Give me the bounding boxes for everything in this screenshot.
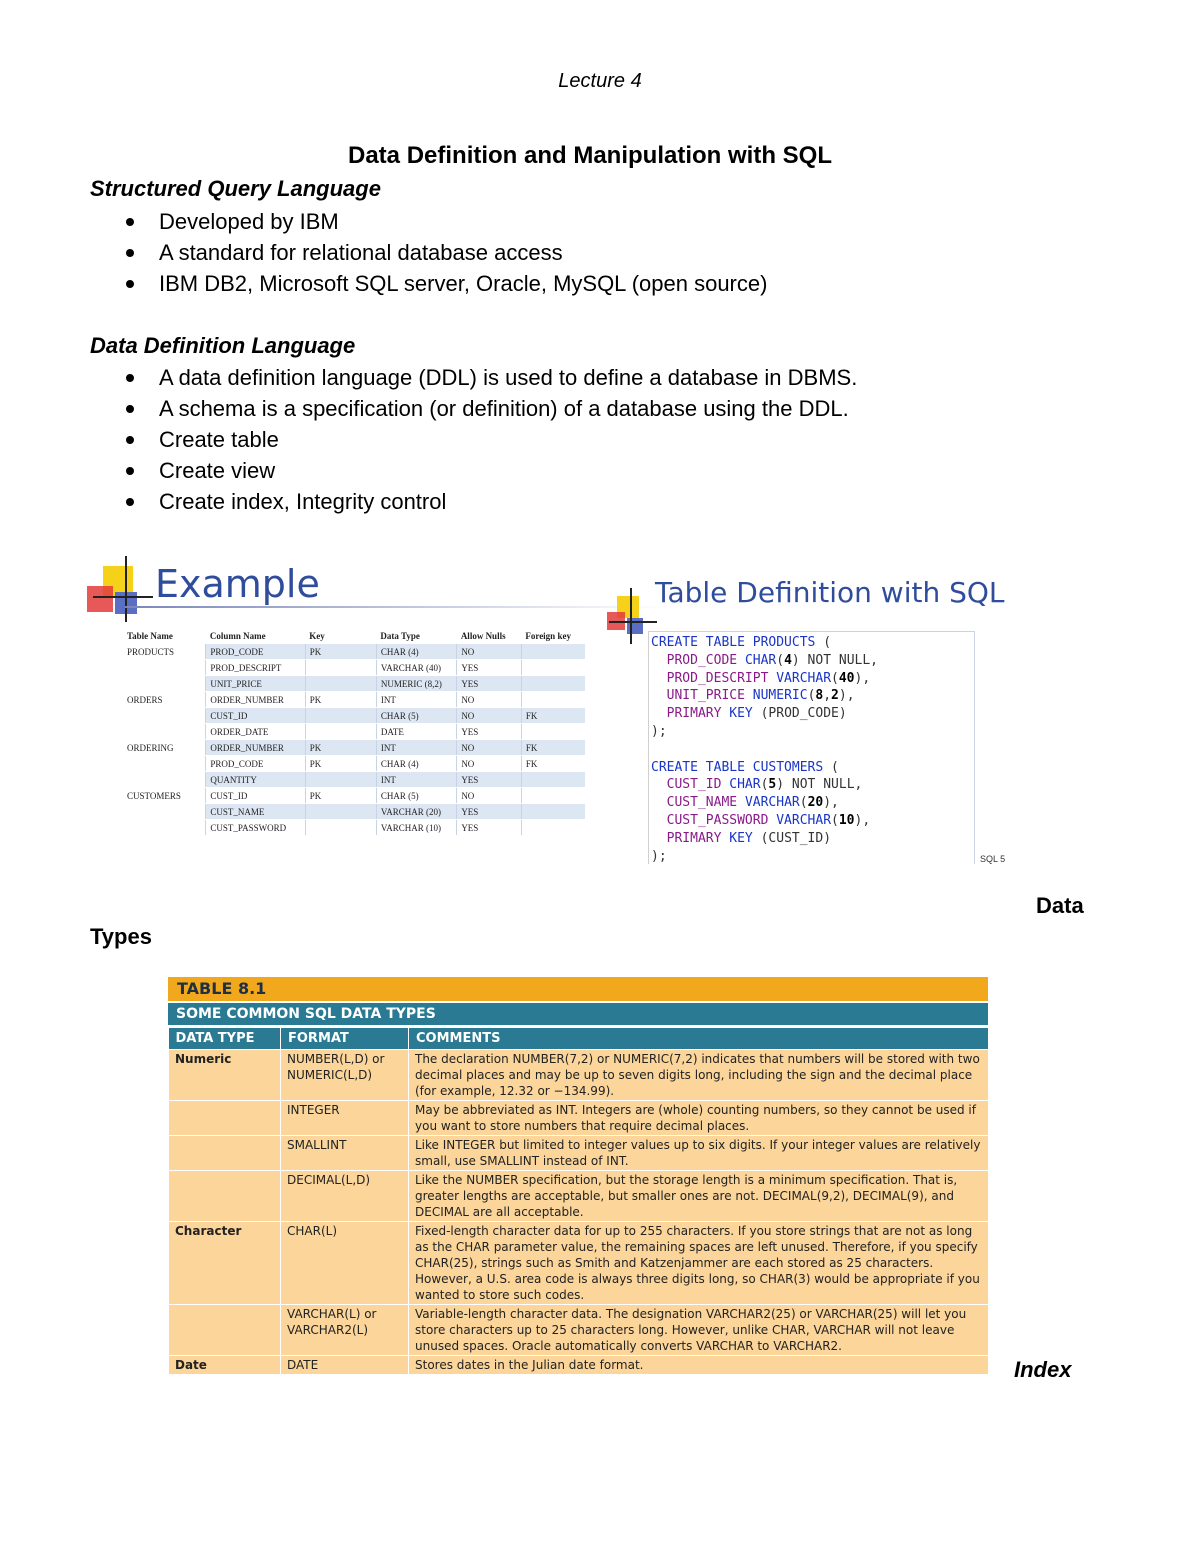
table-cell bbox=[123, 708, 206, 724]
table-cell bbox=[521, 660, 585, 676]
example-slide bbox=[85, 556, 585, 866]
list-item: IBM DB2, Microsoft SQL server, Oracle, MySQL (open source) bbox=[120, 268, 767, 299]
table-row bbox=[123, 660, 585, 676]
sql-section-heading: Structured Query Language bbox=[90, 176, 381, 201]
ddl-bullet-list bbox=[120, 362, 857, 517]
column-header: Column Name bbox=[209, 631, 266, 641]
table-cell: CHAR (4) bbox=[376, 644, 456, 660]
table-cell bbox=[305, 804, 376, 820]
sql-bullet-list bbox=[120, 206, 767, 299]
table-cell bbox=[123, 772, 206, 788]
list-item: A schema is a specification (or definition) of a database using the DDL. bbox=[120, 393, 857, 424]
table-cell bbox=[305, 708, 376, 724]
table-cell bbox=[305, 772, 376, 788]
table-cell: DECIMAL(L,D) bbox=[281, 1171, 409, 1222]
table-cell: PRODUCTS bbox=[123, 644, 206, 660]
data-types-table bbox=[168, 1028, 989, 1375]
table-cell bbox=[123, 724, 206, 740]
table-cell bbox=[305, 820, 376, 836]
table-cell: NO bbox=[457, 756, 522, 772]
table-row bbox=[169, 1222, 989, 1305]
page-header: Lecture 4 bbox=[558, 70, 642, 92]
table-cell: Like INTEGER but limited to integer values up to six digits. If your integer values are relatively small, use SMALLINT instead of INT. bbox=[409, 1136, 989, 1171]
table-cell bbox=[169, 1101, 281, 1136]
column-header: Allow Nulls bbox=[460, 631, 506, 641]
table-row bbox=[169, 1171, 989, 1222]
table-cell: ORDER_DATE bbox=[206, 724, 305, 740]
table-cell: ORDER_NUMBER bbox=[206, 692, 305, 708]
table-cell: NO bbox=[457, 740, 522, 756]
table-row bbox=[123, 804, 585, 820]
table-row bbox=[123, 788, 585, 804]
table-label: TABLE 8.1 bbox=[168, 977, 988, 1001]
table-cell bbox=[521, 820, 585, 836]
table-cell: YES bbox=[457, 820, 522, 836]
table-row bbox=[123, 692, 585, 708]
table-cell: FK bbox=[521, 756, 585, 772]
column-header: COMMENTS bbox=[409, 1028, 989, 1050]
table-cell bbox=[169, 1171, 281, 1222]
slide-decor-line-icon bbox=[609, 621, 657, 623]
table-cell: DATE bbox=[376, 724, 456, 740]
table-cell: PK bbox=[305, 756, 376, 772]
table-cell: PK bbox=[305, 788, 376, 804]
table-cell: Character bbox=[169, 1222, 281, 1305]
table-cell bbox=[123, 820, 206, 836]
table-cell: ORDERING bbox=[123, 740, 206, 756]
table-cell: Fixed-length character data for up to 255 characters. If you store strings that are not as long as the CHAR parameter value, the remaining spaces are left unused. Therefore, if you specify CHAR(25), strings such as Smith and Katzenjammer are each stored as 25 characters. However, a U.S. area code is always three digits long, so CHAR(3) would be appropriate if you wanted to store such codes. bbox=[409, 1222, 989, 1305]
slide-divider bbox=[125, 606, 665, 608]
table-row bbox=[169, 1356, 989, 1375]
table-cell: INTEGER bbox=[281, 1101, 409, 1136]
table-cell: VARCHAR (20) bbox=[376, 804, 456, 820]
table-cell: PK bbox=[305, 644, 376, 660]
table-cell: NO bbox=[457, 788, 522, 804]
index-heading: Index bbox=[1014, 1357, 1072, 1382]
table-cell: May be abbreviated as INT. Integers are (whole) counting numbers, so they cannot be used if you want to store numbers that require decimal places. bbox=[409, 1101, 989, 1136]
table-cell: CHAR(L) bbox=[281, 1222, 409, 1305]
table-cell bbox=[521, 692, 585, 708]
table-cell: VARCHAR (40) bbox=[376, 660, 456, 676]
table-cell: YES bbox=[457, 804, 522, 820]
column-header: Data Type bbox=[380, 631, 420, 641]
column-header: Key bbox=[309, 631, 325, 641]
table-cell: PROD_DESCRIPT bbox=[206, 660, 305, 676]
table-cell: CUST_ID bbox=[206, 788, 305, 804]
table-cell: Variable-length character data. The designation VARCHAR2(25) or VARCHAR(25) will let you store characters up to 25 characters long. However, unlike CHAR, VARCHAR will not leave unused spaces. Oracle automatically converts VARCHAR to VARCHAR2. bbox=[409, 1305, 989, 1356]
table-cell: ORDER_NUMBER bbox=[206, 740, 305, 756]
table-cell: Date bbox=[169, 1356, 281, 1375]
table-cell: NO bbox=[457, 644, 522, 660]
table-cell: DATE bbox=[281, 1356, 409, 1375]
table-row bbox=[169, 1050, 989, 1101]
table-cell: The declaration NUMBER(7,2) or NUMERIC(7,2) indicates that numbers will be stored with two decimal places and may be up to seven digits long, including the sign and the decimal place (for example, 12.32 or −134.99). bbox=[409, 1050, 989, 1101]
table-row bbox=[123, 708, 585, 724]
table-cell: NO bbox=[457, 708, 522, 724]
sql-code-block: CREATE TABLE PRODUCTS ( PROD_CODE CHAR(4) NOT NULL, PROD_DESCRIPT VARCHAR(40), UNIT_PRICE NUMERIC(8,2), PRIMARY KEY (PROD_CODE) ); CREATE TABLE CUSTOMERS ( CUST_ID CHAR(5) NOT NULL, CUST_NAME VARCHAR(20), CUST_PASSWORD VARCHAR(10), PRIMARY KEY (CUST_ID) ); bbox=[651, 635, 878, 864]
list-item: A data definition language (DDL) is used to define a database in DBMS. bbox=[120, 362, 857, 393]
table-cell bbox=[305, 676, 376, 692]
table-cell: Numeric bbox=[169, 1050, 281, 1101]
table-cell: PROD_CODE bbox=[206, 644, 305, 660]
table-cell: NUMBER(L,D) or NUMERIC(L,D) bbox=[281, 1050, 409, 1101]
table-cell bbox=[123, 804, 206, 820]
table-row bbox=[169, 1136, 989, 1171]
table-cell bbox=[169, 1305, 281, 1356]
table-row bbox=[123, 756, 585, 772]
slide-number: SQL 5 bbox=[980, 854, 1006, 864]
table-cell bbox=[305, 660, 376, 676]
table-cell: YES bbox=[457, 660, 522, 676]
table-cell bbox=[521, 788, 585, 804]
sql-definition-slide bbox=[605, 576, 1025, 873]
table-row bbox=[123, 740, 585, 756]
page-title: Data Definition and Manipulation with SQL bbox=[348, 142, 832, 169]
table-cell: QUANTITY bbox=[206, 772, 305, 788]
table-cell: YES bbox=[457, 724, 522, 740]
table-cell: CHAR (5) bbox=[376, 788, 456, 804]
table-cell bbox=[521, 724, 585, 740]
data-types-figure bbox=[168, 977, 988, 1375]
table-cell bbox=[123, 676, 206, 692]
table-cell bbox=[521, 804, 585, 820]
column-header: Table Name bbox=[127, 631, 173, 641]
table-cell: CHAR (4) bbox=[376, 756, 456, 772]
table-row bbox=[123, 820, 585, 836]
table-cell: Stores dates in the Julian date format. bbox=[409, 1356, 989, 1375]
slide-decor-square-icon bbox=[87, 586, 113, 612]
table-row bbox=[123, 676, 585, 692]
table-cell: PK bbox=[305, 740, 376, 756]
table-cell: SMALLINT bbox=[281, 1136, 409, 1171]
data-types-heading-part1: Data bbox=[1036, 893, 1084, 918]
table-row bbox=[169, 1101, 989, 1136]
sql-slide-title: Table Definition with SQL bbox=[655, 576, 1005, 609]
table-cell: INT bbox=[376, 692, 456, 708]
table-cell: CUST_PASSWORD bbox=[206, 820, 305, 836]
list-item: A standard for relational database access bbox=[120, 237, 767, 268]
data-types-heading-part2: Types bbox=[90, 924, 152, 949]
table-cell: Like the NUMBER specification, but the storage length is a minimum specification. That is, greater lengths are acceptable, but smaller ones are not. DECIMAL(9,2), DECIMAL(9), and DECIMAL are all acceptable. bbox=[409, 1171, 989, 1222]
table-cell: NUMERIC (8,2) bbox=[376, 676, 456, 692]
column-header: Foreign key bbox=[525, 631, 571, 641]
table-cell: PK bbox=[305, 692, 376, 708]
example-schema-table bbox=[123, 628, 585, 836]
slide-decor-line-icon bbox=[93, 596, 153, 598]
table-cell: VARCHAR (10) bbox=[376, 820, 456, 836]
table-cell bbox=[521, 772, 585, 788]
table-caption: SOME COMMON SQL DATA TYPES bbox=[168, 1003, 988, 1025]
table-row bbox=[123, 724, 585, 740]
table-cell: UNIT_PRICE bbox=[206, 676, 305, 692]
table-cell: CUST_ID bbox=[206, 708, 305, 724]
table-cell bbox=[305, 724, 376, 740]
table-row bbox=[123, 772, 585, 788]
table-cell: NO bbox=[457, 692, 522, 708]
column-header: FORMAT bbox=[281, 1028, 409, 1050]
table-cell: INT bbox=[376, 772, 456, 788]
slide-decor-line-icon bbox=[125, 556, 127, 622]
table-cell: VARCHAR(L) or VARCHAR2(L) bbox=[281, 1305, 409, 1356]
table-row bbox=[123, 644, 585, 660]
list-item: Create index, Integrity control bbox=[120, 486, 857, 517]
example-slide-title: Example bbox=[155, 562, 320, 606]
table-cell: FK bbox=[521, 740, 585, 756]
column-header: DATA TYPE bbox=[169, 1028, 281, 1050]
table-cell bbox=[521, 644, 585, 660]
table-cell bbox=[123, 756, 206, 772]
table-cell: YES bbox=[457, 772, 522, 788]
table-cell bbox=[123, 660, 206, 676]
table-cell bbox=[169, 1136, 281, 1171]
table-cell bbox=[521, 676, 585, 692]
table-cell: YES bbox=[457, 676, 522, 692]
list-item: Create view bbox=[120, 455, 857, 486]
table-cell: ORDERS bbox=[123, 692, 206, 708]
slide-decor-line-icon bbox=[630, 588, 632, 644]
table-cell: FK bbox=[521, 708, 585, 724]
table-cell: CHAR (5) bbox=[376, 708, 456, 724]
list-item: Developed by IBM bbox=[120, 206, 767, 237]
table-cell: PROD_CODE bbox=[206, 756, 305, 772]
table-cell: INT bbox=[376, 740, 456, 756]
table-row bbox=[169, 1305, 989, 1356]
table-cell: CUSTOMERS bbox=[123, 788, 206, 804]
list-item: Create table bbox=[120, 424, 857, 455]
table-cell: CUST_NAME bbox=[206, 804, 305, 820]
ddl-section-heading: Data Definition Language bbox=[90, 333, 356, 358]
